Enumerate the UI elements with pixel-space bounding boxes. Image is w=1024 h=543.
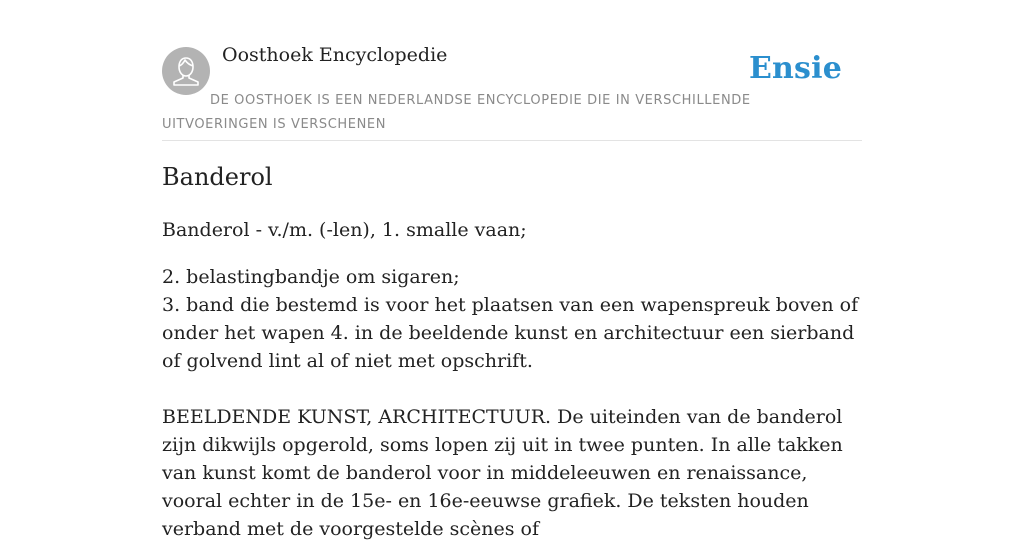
page (162, 0, 862, 540)
article-definition: Banderol - v./m. (-len), 1. smalle vaan; (162, 219, 527, 241)
article-title: Banderol (162, 163, 273, 191)
user-icon[interactable] (162, 47, 210, 95)
article-body: 2. belastingbandje om sigaren; 3. band die bestemd is voor het plaatsen van een wapenspreuk boven of onder het wapen 4. in de beeldende kunst en architectuur een sierband of golvend lint al of niet met opschrift. BEELDENDE KUNST, ARCHITECTUUR. De uiteinden van de banderol zijn dikwijls opgerold, soms lopen zij uit in twee punten. In alle takken van kunst komt de banderol voor in middeleeuwen en renaissance, vooral echter in de 15e- en 16e-eeuwse grafiek. De teksten houden verband met de voorgestelde scènes of (162, 266, 859, 540)
article-content (162, 216, 862, 543)
source-name[interactable]: Oosthoek Encyclopedie (222, 44, 448, 66)
source-header (162, 0, 862, 141)
source-description: DE OOSTHOEK IS EEN NEDERLANDSE ENCYCLOPEDIE DIE IN VERSCHILLENDE UITVOERINGEN IS VERSCHENEN (162, 93, 751, 132)
ensie-logo-link[interactable]: Ensie (748, 51, 842, 86)
